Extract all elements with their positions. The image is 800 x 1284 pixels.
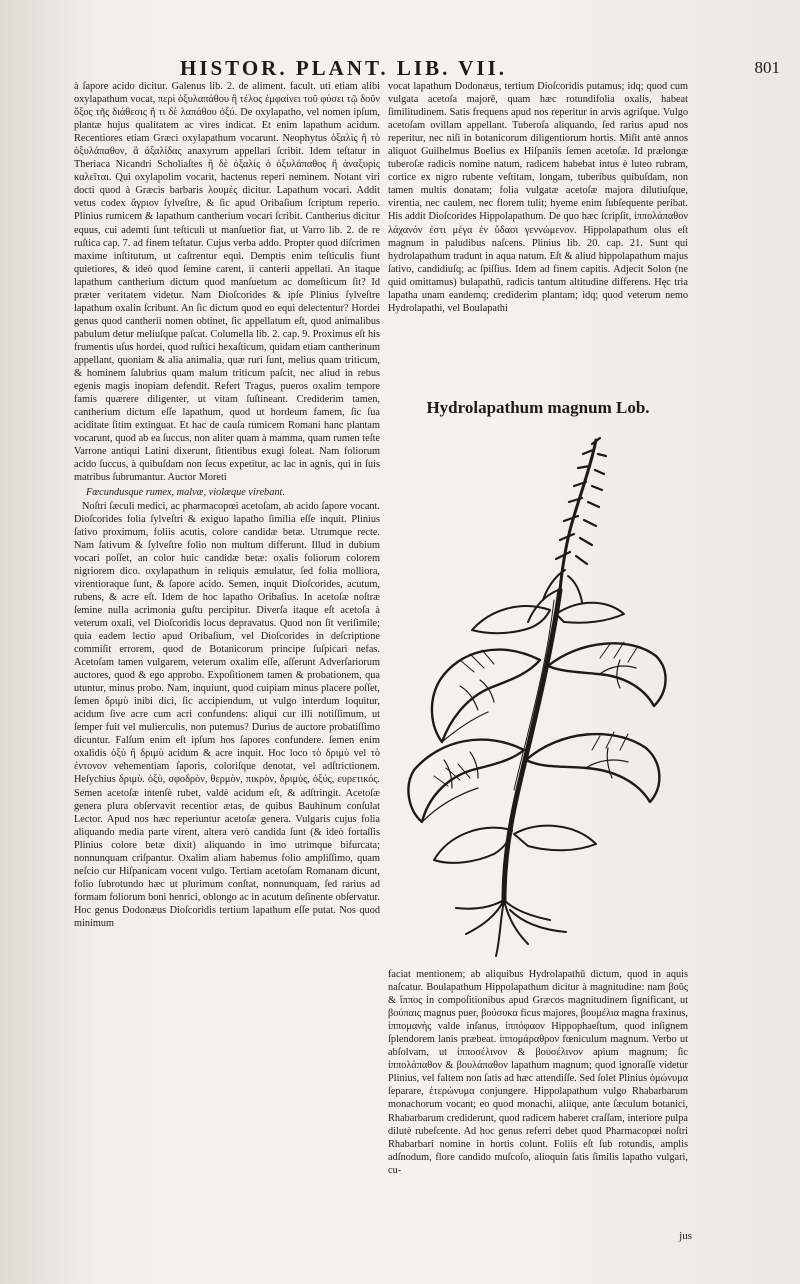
running-title: HISTOR. PLANT. LIB. VII.	[180, 56, 507, 80]
figure-caption: Hydrolapathum magnum Lob.	[426, 398, 650, 417]
verse-quotation: Fœcundusque rumex, malvæ, violæque virebant.	[86, 487, 285, 499]
right-text-column-bottom	[388, 968, 688, 1240]
page-number: 801	[754, 58, 780, 77]
catchword: jus	[679, 1230, 692, 1242]
right-text-column-top	[388, 80, 688, 380]
paragraph: vocat lapathum Dodonæus, tertium Dioſcoridis putamus; idq; quod cum vulgata acetoſa majorē, quam hæc rotundifolia oxalis, habeat ſimilitudinem. Satis frequens apud nos reperitur in arvis agriſque. Vulgo acetoſam ovillam appellant. Tuberoſa aliquando, ſed rarius apud nos reperitur, nec niſi in botanicorum diligentiorum hortis. Miſit antè annos aliquot Guilhelmus Boelius ex Hiſpaniis ſemen acetoſæ. Id prælongæ tuberoſæ radicis nomine natum, radicem habebat intus è luteo rubram, cortice ex nigro rubente veſtitam, longam, tuberibus quibuſdam, non tamen multis donatam; folia vulgatæ acetoſæ majora dilutiuſque, virentia, nec caulem, nec florem tulit; hyeme enim ſubſequente peribat. His addit Dioſcorides Hippolapathum. De quo hæc ſcripſit, ἱππολάπαθον λάχανόν ἐστι μέγα ἐν ὕδασι γεννώμενον. Hippolapathum olus eſt magnum in paludibus naſcens. Plinius lib. 20. cap. 21. Sunt qui hydrolapathum tradunt in aqua natum. Eſt & aliud hippolapathum majus ſativo, candidiuſq; ac ſpiſſius. Idem ad finem capitis. Adjecit Solon (ne quid omittamus) bulapathū, radicis tantum altitudine differens. Hęc tria lapatha unam eandemq; crediderim plantam; idq; quod veterum nemo Hydrolapathi, vel Boulapathi	[388, 81, 688, 314]
paragraph: Noſtri ſæculi medici, ac pharmacopœi acetoſam, ab acido ſapore vocant. Dioſcorides folia ſylveſtri & exiguo lapatho ſimilia eſſe inquit. Plinius ſativo proximum, foliis acutis, colore candidæ betæ. Utrumque recte. Nam ſativum & ſylveſtre folio non multum differunt. Illud in dubium vocari poſſet, an color huic candidæ betæ: oxalis foliorum colorem nigriorem dico. oxylapathum in reliquis æmulatur, ſed folia molliora, virentioraque ſunt, & ſapore acido. Semen, inquit Dioſcorides, acutum, rubens, & acre eſt. Idem de hoc lapatho Oribaſius. In acetoſæ noſtræ ſemine nulla acrimonia guſtu percipitur. Diverſa itaque eſt acetoſa à veterum oxali, vel Dioſcoridis locus depravatus. Quod non ſit veriſimile; quia eadem lectio apud Oribaſium, vel Dioſcorides in deſcriptione commiſit errorem, quod de Botanicorum principe ſuſpicari nefas. Acetoſam tamen vulgarem, veterum oxalim eſſe, aſſerunt Adverſariorum auctores, quod & ego approbo. Expoſitionem tamen & probationem, qua utuntur, minus probo. Nam, inquiunt, quod cuipiam minus placere poſſet, ſemen δριμὺ inibi dici, ſic accipiendum, ut vulgo interdum loquitur, acidum ſive acre cum acri confundens: aliqui cur illi notiſſimum, ut ſemper fuit vel mulierculis, non putemus? Durius de auctore probatiſſimo dicuntur. Falſum enim eſt ipſum hos ſapores confundere. ſemen enim oxalidis ὀξὺ ἢ δριμὺ acidum & acre inquit. Hoc loco τὸ δριμὺ vel τὸ ἐντονον vehementiam ſaporis, coloriſque denotat, vel adſtrictionem. Heſychius δριμὺ. ὀξὺ, σφοδρὸν, θερμὸν, πικρὸν, δριμύς, ὀξύς, ευρετικός. Semen acetoſæ intenſè rubet, valdè acidum eſt, & adſtringit. Acetoſæ genera plura obſervavit recentior ætas, de quibus Bauhinum conſulat Lector. Apud nos hæc reperiuntur acetoſæ genera. Vulgaris cujus folia aliquando media parte virent, altera verò candida ſunt (& ideò fortaſſis Plinius colore betæ dixit) aliquando in imo utrimque bifurcata; nonnunquam criſpantur. Oxalim aliam habemus folio ampliſſimo, quam neſcio cur Hiſpanicam vocent vulgo. Tertiam acetoſam Romanam dicunt, folio ſubrotundo hæc ut plurimum conſtat, nonnunquam, ſed rarius ad formam foliorum boni henrici, oblongo ac in acutum deſinente obſervatur. Hoc genus Dodonæus Dioſcoridis tertium lapathum eſſe putat. Nos quod minimum	[74, 500, 380, 929]
left-text-column	[74, 80, 380, 1250]
paragraph: à ſapore acido dicitur. Galenus lib. 2. de aliment. facult. uti etiam alibi oxylapathum vocat, περὶ ὀξυλαπάθου ἢ τέλος ἐμφαίνει τοῦ φύσει τῷ δοῦν ὄξος τῆς διάθεσις ἤ τι δὲ λαπάθου ὀξύ. De oxylapatho, vel nomen ipſum, plantæ hujus qualitatem ac vires indicat. Et enim lapathum acidum. Recentiores etiam Græci oxylapathum vocarunt. Neophytus ὀξαλὶς ἢ τὸ ὀξυλάπαθον, ἃ ἀξαλίδας anaxyrum appellari ſcribit. Idem teſtatur in Theriaca Nicandri Scholiaſtes ἢ δὲ ὀξαλίς ὁ ὀξυλάπαθος ἢ ἀναξυρὶς καλεῖται. Qui oxylapolim vocarit, hactenus reperi neminem. Notant viri docti quod à Græcis barbaris λουμὲς dicitur. Lapathum vocari. Addit vetus codex ἄγριον ſylveſtre, & ſic apud Oribaſium ſcriptum reperio. Plinius rumicem & lapathum cantherium vocari ſcribit. Cantherius dicitur equus, cui ademti ſunt teſticuli ut manſuetior fiat, ut Varro lib. 2. de re ruſtica cap. 7. ad finem teſtatur. Cujus verba addo. Propter quod diſcrimen maxime inſtitutum, ut caſtrentur equi. Demptis enim teſticulis fiunt quietiores, & ideò quod ſemine carent, ii canterii appellati. An itaque lapathum cantherium dictum quod manſuetum ac domeſticum ſit? Id præter veritatem videtur. Nam Dioſcorides & ipſe Plinius ſylveſtre lapathum oxalin ſcribunt. An ſic dictum quod eo equi delectentur? Hordei genus quod cantherii nomen obtinet, ſic appellatum eſt, quod animalibus pabulum detur meliuſque paſcat. Columella lib. 2. cap. 9. Proximus eſt his frumentis uſus hordei, quod ruſtici hexaſticum, quidam etiam cantherinum appellant, quoniam & alia animalia, quæ ruri ſunt, melius quam triticum, & hominem ſalubrius quam malum triticum paſcit, nec aliud in rebus egenis magis inopiam defendit. Refert Tragus, pueros oxalim tempore famis quærere diligenter, ut vitam ſuſtineant. Crediderim tamen, cantherium dictum eſſe lapathum, quod ut hordeum famem, ſic ſua aciditate ſitim extinguat. Et hac de cauſa rumicem Romani hanc plantam vocarunt, quod ab ea ſuccus, non aliter quam à mamma, quam rumen teſte Varrone antiqui Latini dixerunt, ſitientibus exugi ſoleat. Nam foliorum acido ſuccus, à quibuſdam non ſecus expetitur, ac lac in agnis, qui in ſuis matribus ſubrumantur. Auctor Moreti	[74, 81, 380, 484]
plant-woodcut-illustration	[400, 430, 690, 958]
paragraph: faciat mentionem; ab aliquibus Hydrolapathū dictum, quod in aquis naſcatur. Boulapathum Hippolapathum dicitur à magnitudine: nam βοῦς & ἵππος in compoſitionibus apud Græcos magnitudinem ſignificant, ut βούπαις magnus puer, βούσυκα ficus majores, βουμέλια magna fraxinus, ἱππομανὴς valde inſanus, ἱππόφαον Hippophaeſtum, quod inſignem ſplendorem lanis præbeat. ἱππομάραθρον fœniculum magnum. Verbo ut abſolvam, ut ἱπποσέλινον & βουσέλινον apium magnum; ſic ἱππολάπαθον & βουλάπαθον lapathum magnum; quod ignoraſſe videtur Plinius, vel faltem non ſatis ad hæc attendiſſe. Sed ſolet Plinius ὁμώνυμα ſeparare, ἑτερώνυμα conjungere. Hippolapathum vulgo Rhabarbarum monachorum vocant; eo quod monachi, aliique, ante ſæculum botanici, Rhabarbarum crediderunt, quod radicem haberet craſſam, interiore pulpa dilutè rubeſcente. Ad hoc genus referri debet quod Pharmacopœi noſtri Rhabarbari nomine in hortis colunt. Foliis eſt ſub rotundis, amplis adſnodum, flore candido muſcoſo, alioquin ſatis ſimilis lapatho vulgari, cu-	[388, 969, 688, 1176]
